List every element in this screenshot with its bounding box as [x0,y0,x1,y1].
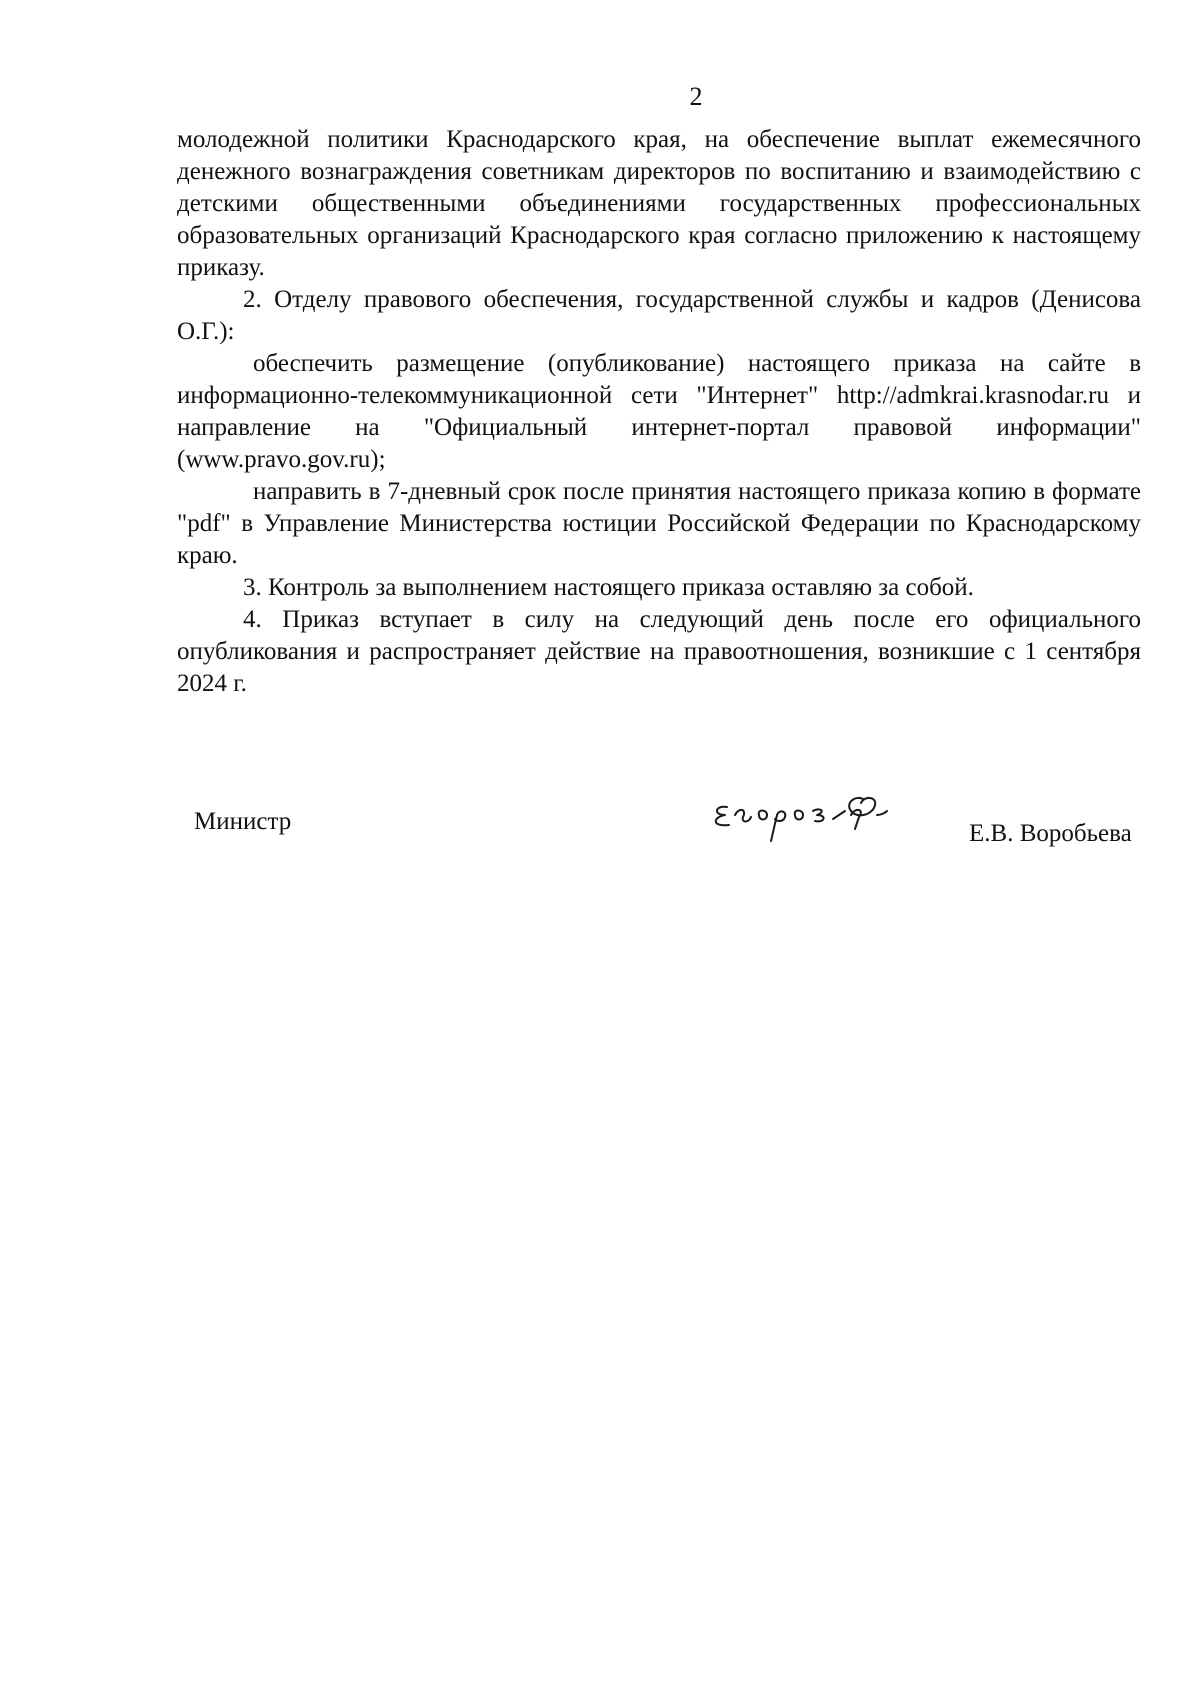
paragraph-item-3: 3. Контроль за выполнением настоящего приказа оставляю за собой. [243,574,974,601]
signature-icon [705,785,945,855]
signatory-title: Министр [194,808,292,835]
paragraph-item-4: 4. Приказ вступает в силу на следующий день после его официального опубликования и распространяет действие на правоотношения, возникшие с 1 сентября 2024 г. [177,606,1141,697]
paragraph-item-2: 2. Отделу правового обеспечения, государственной службы и кадров (Денисова О.Г.): [177,286,1141,345]
paragraph-publish: обеспечить размещение (опубликование) настоящего приказа на сайте в информационно-телекоммуникационной сети "Интернет" http://admkrai.krasnodar.ru и направление на "Официальный интернет-портал правовой информации" (www.pravo.gov.ru); [177,350,1141,473]
paragraph-send-copy: направить в 7-дневный срок после принятия настоящего приказа копию в формате "pdf" в Управление Министерства юстиции Российской Федерации по Краснодарскому краю. [177,478,1141,569]
signatory-name: Е.В. Воробьева [969,820,1132,847]
paragraph-continuation: молодежной политики Краснодарского края, на обеспечение выплат ежемесячного денежного вознаграждения советникам директоров по воспитанию и взаимодействию с детскими общественными объединениями государственных профессиональных образовательных организаций Краснодарского края согласно приложению к настоящему приказу. [177,126,1141,281]
handwritten-signature [705,785,945,855]
page-number: 2 [689,82,703,111]
document-body [177,124,1141,700]
